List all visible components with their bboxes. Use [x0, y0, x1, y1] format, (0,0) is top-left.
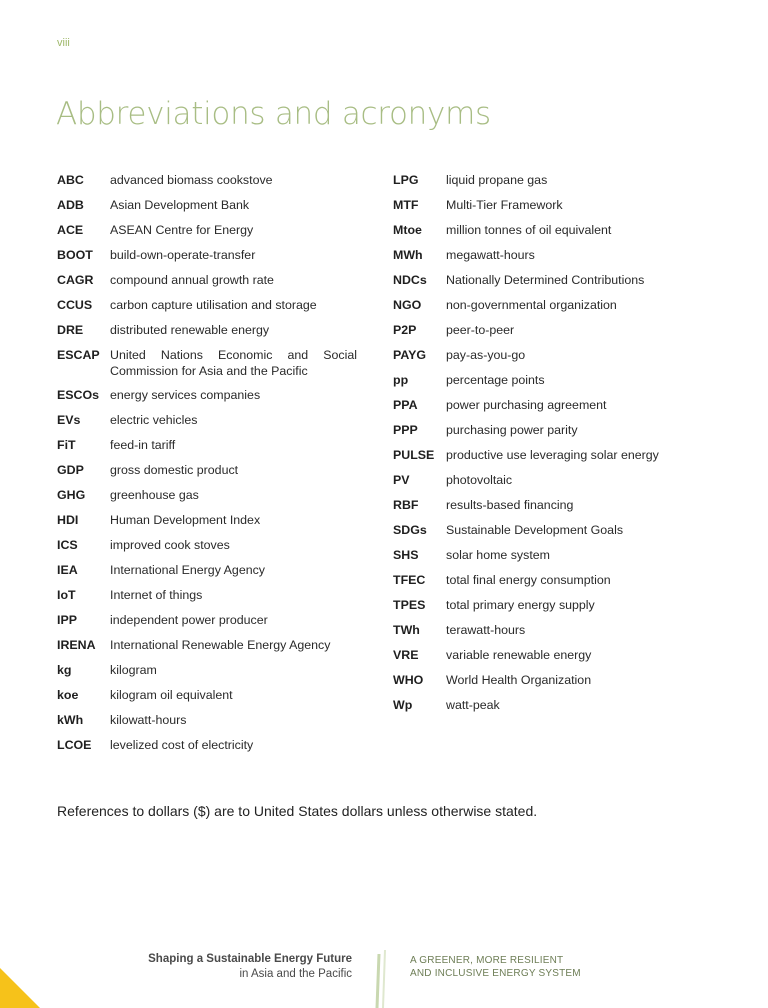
abbreviation-definition: pay-as-you-go [446, 348, 526, 362]
abbreviation-definition: purchasing power parity [446, 423, 578, 437]
abbreviation-row [57, 296, 357, 314]
abbreviation-row [393, 396, 683, 414]
abbreviation-term: ESCAP [57, 348, 100, 362]
abbreviation-term: IRENA [57, 638, 96, 652]
abbreviation-row [57, 321, 357, 339]
abbreviation-row [57, 511, 357, 529]
abbreviation-definition: ASEAN Centre for Energy [110, 223, 254, 237]
abbreviation-term: FiT [57, 438, 76, 452]
abbreviation-row [393, 671, 683, 689]
page-number: viii [57, 37, 70, 49]
abbreviation-definition: build-own-operate-transfer [110, 248, 256, 262]
abbreviation-term: PPP [393, 423, 418, 437]
abbreviation-definition: compound annual growth rate [110, 273, 274, 287]
abbreviation-definition: Human Development Index [110, 513, 261, 527]
abbreviation-row [393, 221, 683, 239]
abbreviation-term: WHO [393, 673, 424, 687]
abbreviation-definition: International Energy Agency [110, 563, 265, 577]
abbreviation-definition: Multi-Tier Framework [446, 198, 563, 212]
abbreviation-row [57, 711, 357, 729]
footer-subtitle-line-2: AND INCLUSIVE ENERGY SYSTEM [410, 968, 581, 979]
abbreviation-row [57, 461, 357, 479]
abbreviation-row [393, 621, 683, 639]
abbreviation-definition: non-governmental organization [446, 298, 617, 312]
abbreviation-row [393, 646, 683, 664]
abbreviation-term: ICS [57, 538, 78, 552]
abbreviation-definition: energy services companies [110, 388, 261, 402]
abbreviation-row [393, 346, 683, 364]
abbreviation-definition: United Nations Economic and Social Commission for Asia and the Pacific [110, 348, 357, 378]
abbreviation-definition: advanced biomass cookstove [110, 173, 273, 187]
corner-accent-triangle [0, 968, 40, 1008]
abbreviation-row [393, 521, 683, 539]
footer-title-line-2: in Asia and the Pacific [239, 968, 352, 980]
abbreviation-term: PAYG [393, 348, 427, 362]
footer-report-subtitle [410, 954, 581, 980]
abbreviation-term: MWh [393, 248, 423, 262]
currency-footnote: References to dollars ($) are to United States dollars unless otherwise stated. [57, 803, 538, 819]
abbreviation-row [57, 536, 357, 554]
abbreviation-row [57, 171, 357, 189]
abbreviation-term: Wp [393, 698, 413, 712]
abbreviation-definition: feed-in tariff [110, 438, 176, 452]
abbreviation-row [57, 246, 357, 264]
abbreviation-term: CCUS [57, 298, 93, 312]
abbreviation-term: koe [57, 688, 79, 702]
abbreviation-definition: levelized cost of electricity [110, 738, 254, 752]
abbreviation-term: pp [393, 373, 409, 387]
abbreviation-row [393, 321, 683, 339]
abbreviation-row [393, 546, 683, 564]
abbreviation-row [393, 196, 683, 214]
abbreviation-term: VRE [393, 648, 419, 662]
abbreviation-term: LPG [393, 173, 419, 187]
abbreviation-term: LCOE [57, 738, 92, 752]
abbreviation-definition: electric vehicles [110, 413, 198, 427]
abbreviation-term: TWh [393, 623, 420, 637]
abbreviations-right-column [393, 171, 683, 721]
abbreviation-definition: World Health Organization [446, 673, 592, 687]
abbreviation-definition: Asian Development Bank [110, 198, 250, 212]
abbreviation-term: kWh [57, 713, 84, 727]
abbreviation-term: ACE [57, 223, 84, 237]
abbreviation-term: NDCs [393, 273, 427, 287]
abbreviation-term: CAGR [57, 273, 94, 287]
abbreviation-definition: variable renewable energy [446, 648, 592, 662]
abbreviation-term: GDP [57, 463, 84, 477]
abbreviation-definition: terawatt-hours [446, 623, 526, 637]
abbreviation-term: ABC [57, 173, 84, 187]
abbreviation-row [57, 611, 357, 629]
abbreviation-row [393, 371, 683, 389]
abbreviation-term: kg [57, 663, 72, 677]
abbreviation-row [393, 421, 683, 439]
abbreviation-row [393, 271, 683, 289]
abbreviation-definition: independent power producer [110, 613, 268, 627]
abbreviation-row [57, 436, 357, 454]
abbreviation-row [57, 586, 357, 604]
abbreviation-row [57, 486, 357, 504]
abbreviation-term: IoT [57, 588, 76, 602]
abbreviation-row [57, 271, 357, 289]
abbreviation-definition: liquid propane gas [446, 173, 548, 187]
abbreviation-term: PULSE [393, 448, 435, 462]
abbreviation-definition: megawatt-hours [446, 248, 535, 262]
abbreviation-term: SDGs [393, 523, 427, 537]
abbreviation-definition: greenhouse gas [110, 488, 199, 502]
abbreviation-definition: carbon capture utilisation and storage [110, 298, 317, 312]
abbreviation-definition: kilogram [110, 663, 157, 677]
abbreviation-definition: million tonnes of oil equivalent [446, 223, 612, 237]
page-title: Abbreviations and acronyms [56, 96, 491, 132]
abbreviation-term: TFEC [393, 573, 426, 587]
abbreviation-definition: Nationally Determined Contributions [446, 273, 645, 287]
abbreviation-row [57, 686, 357, 704]
abbreviation-definition: kilogram oil equivalent [110, 688, 233, 702]
abbreviation-row [393, 471, 683, 489]
footer-divider-lines [373, 950, 389, 1008]
abbreviation-definition: Sustainable Development Goals [446, 523, 624, 537]
abbreviation-term: GHG [57, 488, 86, 502]
footer-subtitle-line-1: A GREENER, MORE RESILIENT [410, 955, 564, 966]
abbreviation-definition: percentage points [446, 373, 545, 387]
abbreviation-definition: International Renewable Energy Agency [110, 638, 331, 652]
abbreviation-term: NGO [393, 298, 422, 312]
abbreviation-row [57, 411, 357, 429]
abbreviation-row [393, 696, 683, 714]
abbreviation-row [393, 596, 683, 614]
abbreviation-row [393, 446, 683, 464]
abbreviation-row [57, 636, 357, 654]
abbreviation-definition: peer-to-peer [446, 323, 515, 337]
abbreviation-row [57, 661, 357, 679]
abbreviation-definition: solar home system [446, 548, 550, 562]
abbreviation-term: IPP [57, 613, 77, 627]
abbreviation-row [57, 561, 357, 579]
abbreviation-term: Mtoe [393, 223, 422, 237]
abbreviation-term: DRE [57, 323, 84, 337]
abbreviation-term: HDI [57, 513, 79, 527]
footer-title-line-1: Shaping a Sustainable Energy Future [148, 953, 352, 965]
abbreviation-row [393, 571, 683, 589]
abbreviation-row [393, 246, 683, 264]
abbreviation-definition: total primary energy supply [446, 598, 595, 612]
abbreviation-row [57, 736, 357, 754]
abbreviation-term: PPA [393, 398, 418, 412]
abbreviation-definition: power purchasing agreement [446, 398, 607, 412]
abbreviation-term: ADB [57, 198, 84, 212]
abbreviation-term: MTF [393, 198, 419, 212]
abbreviation-definition: total final energy consumption [446, 573, 611, 587]
abbreviation-row [57, 386, 357, 404]
abbreviation-definition: results-based financing [446, 498, 574, 512]
abbreviation-row [393, 496, 683, 514]
abbreviation-definition: kilowatt-hours [110, 713, 187, 727]
footer-publication-title [130, 952, 352, 982]
abbreviation-definition: distributed renewable energy [110, 323, 270, 337]
abbreviation-term: IEA [57, 563, 78, 577]
abbreviation-definition: improved cook stoves [110, 538, 230, 552]
abbreviation-term: EVs [57, 413, 81, 427]
abbreviation-definition: photovoltaic [446, 473, 513, 487]
abbreviation-term: P2P [393, 323, 417, 337]
abbreviation-term: TPES [393, 598, 426, 612]
abbreviation-term: RBF [393, 498, 419, 512]
abbreviations-left-column [57, 171, 357, 761]
abbreviation-row [393, 296, 683, 314]
abbreviation-term: BOOT [57, 248, 93, 262]
abbreviation-row [393, 171, 683, 189]
abbreviation-row [57, 196, 357, 214]
abbreviation-term: SHS [393, 548, 419, 562]
abbreviation-definition: Internet of things [110, 588, 203, 602]
abbreviation-term: ESCOs [57, 388, 100, 402]
abbreviation-definition: productive use leveraging solar energy [446, 448, 659, 462]
abbreviation-definition: gross domestic product [110, 463, 239, 477]
abbreviation-definition: watt-peak [446, 698, 500, 712]
abbreviation-row [57, 346, 357, 379]
abbreviation-term: PV [393, 473, 410, 487]
abbreviation-row [57, 221, 357, 239]
